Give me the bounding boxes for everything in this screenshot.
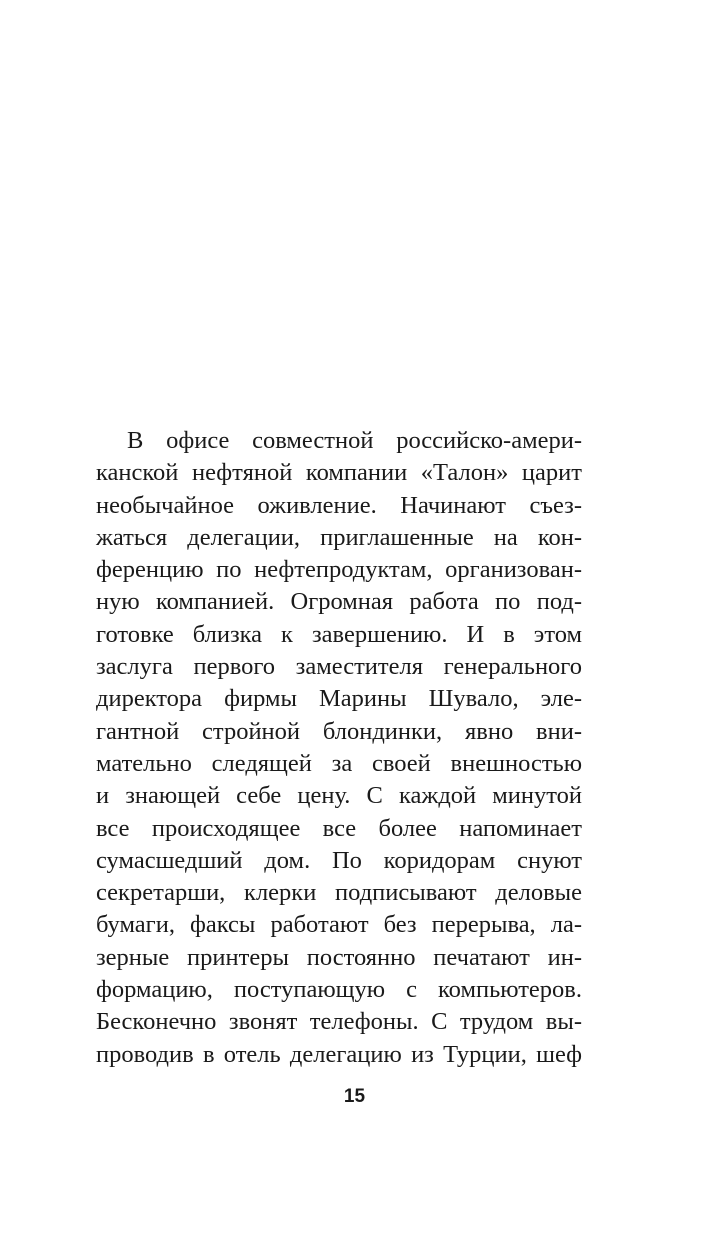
text-line: сумасшедший дом. По коридорам снуют xyxy=(96,846,582,874)
text-line: мательно следящей за своей внешностью xyxy=(96,749,582,777)
text-line: бумаги, факсы работают без перерыва, ла- xyxy=(96,911,582,939)
text-line: формацию, поступающую с компьютеров. xyxy=(96,976,582,1004)
text-line: В офисе совместной российско-амери- xyxy=(127,427,582,454)
text-line: зерные принтеры постоянно печатают ин- xyxy=(96,943,582,971)
text-line: проводив в отель делегацию из Турции, шеф xyxy=(96,1040,582,1068)
body-paragraph xyxy=(96,425,582,1071)
text-line: Бесконечно звонят телефоны. С трудом вы- xyxy=(96,1008,582,1036)
text-line: все происходящее все более напоминает xyxy=(96,814,582,842)
text-line: директора фирмы Марины Шувало, эле- xyxy=(96,685,582,713)
page-number: 15 xyxy=(343,1086,366,1107)
text-line: секретарши, клерки подписывают деловые xyxy=(96,879,582,907)
text-line: готовке близка к завершению. И в этом xyxy=(96,620,582,648)
text-line: необычайное оживление. Начинают съез- xyxy=(96,491,582,519)
text-line: и знающей себе цену. С каждой минутой xyxy=(96,782,582,810)
text-line: гантной стройной блондинки, явно вни- xyxy=(96,717,582,745)
text-line: ференцию по нефтепродуктам, организован- xyxy=(96,556,582,584)
text-line: заслуга первого заместителя генерального xyxy=(96,653,582,681)
text-line: канской нефтяной компании «Талон» царит xyxy=(96,459,582,487)
text-line: жаться делегации, приглашенные на кон- xyxy=(96,523,582,551)
text-line: ную компанией. Огромная работа по под- xyxy=(96,588,582,616)
